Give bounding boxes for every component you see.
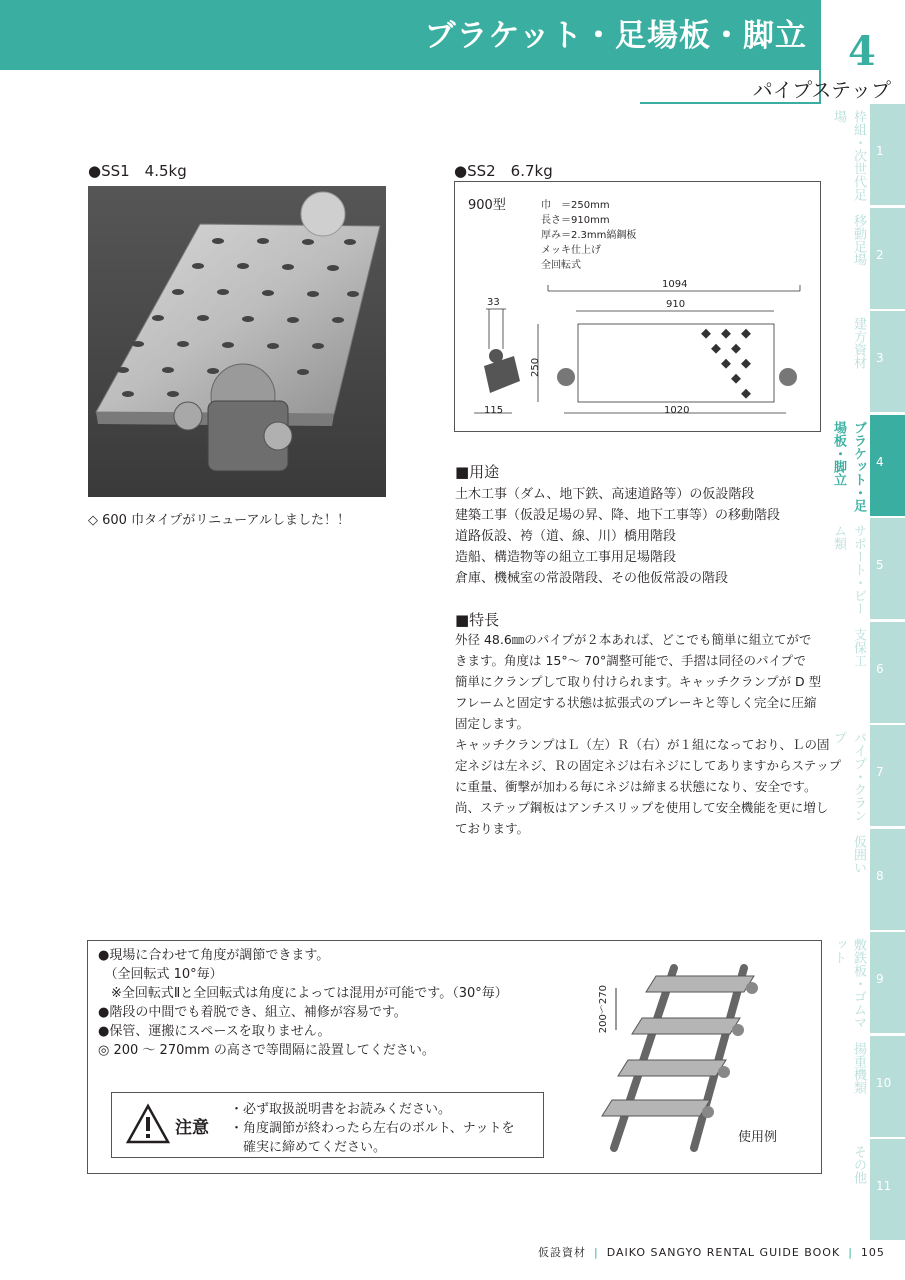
chapter-tab-5[interactable] bbox=[831, 518, 905, 619]
ss2-label: ●SS2 6.7kg bbox=[454, 162, 553, 180]
spec-line: メッキ仕上げ bbox=[541, 245, 601, 256]
footer-separator: | bbox=[848, 1246, 853, 1259]
usage-line: 土木工事（ダム、地下鉄、高速道路等）の仮設階段 bbox=[455, 487, 755, 502]
warning-icon bbox=[126, 1103, 170, 1145]
tab-label: 支保工 bbox=[851, 627, 866, 667]
tab-number: 6 bbox=[876, 661, 884, 676]
footer-left: 仮設資材 bbox=[538, 1246, 586, 1259]
chapter-tab-11[interactable] bbox=[840, 1139, 905, 1240]
dim-bottom: 1020 bbox=[664, 405, 690, 416]
usage-example-label: 使用例 bbox=[738, 1130, 778, 1145]
chapter-tab-10[interactable] bbox=[840, 1036, 905, 1137]
features-heading: ■特長 bbox=[455, 611, 500, 629]
ss2-holes bbox=[701, 329, 751, 399]
spec-line: 全回転式 bbox=[541, 260, 581, 271]
usage-line: 道路仮設、袴（道、線、川）橋用階段 bbox=[455, 529, 677, 544]
tab-number: 5 bbox=[876, 558, 884, 572]
usage-dim-label: 200〜270 bbox=[598, 985, 609, 1034]
tab-number: 9 bbox=[876, 972, 884, 986]
features-line: 固定します。 bbox=[455, 716, 530, 731]
chapter-tab-3[interactable] bbox=[840, 311, 905, 412]
dim-overall: 1094 bbox=[662, 279, 688, 290]
notes-list bbox=[98, 946, 508, 1060]
chapter-tab-4[interactable] bbox=[831, 415, 905, 516]
spec-line: 巾 ＝250mm bbox=[541, 200, 610, 211]
tab-label: ブラケット・足場板・脚立 bbox=[831, 420, 866, 512]
note-line: ◎ 200 ～ 270mm の高さで等間隔に設置してください。 bbox=[98, 1043, 435, 1058]
caution-label: 注意 bbox=[175, 1118, 209, 1138]
features-line: に重量、衝撃が加わる毎にネジは締まる状態になり、安全です。 bbox=[455, 779, 817, 794]
ss2-type: 900型 bbox=[468, 198, 506, 213]
features-line: 外径 48.6㎜のパイプが２本あれば、どこでも簡単に組立てがで bbox=[455, 632, 812, 647]
caution-text bbox=[230, 1100, 514, 1157]
tab-number: 11 bbox=[876, 1179, 892, 1193]
features-line: 簡単にクランプして取り付けられます。キャッチクランプが D 型 bbox=[455, 674, 822, 689]
ss1-note: ◇ 600 巾タイプがリニューアルしました！！ bbox=[88, 513, 350, 528]
tab-number: 1 bbox=[876, 144, 884, 158]
features-line: 定ネジは左ネジ、Ｒの固定ネジは右ネジにしてありますからステップ bbox=[455, 758, 842, 773]
tab-label: 仮囲い bbox=[851, 834, 866, 874]
tab-label: 移動足場 bbox=[851, 213, 866, 266]
dim-side: 33 bbox=[487, 297, 500, 308]
features-line: フレームと固定する状態は拡張式のブレーキと等しく完全に圧縮 bbox=[455, 695, 817, 710]
ss2-technical-drawing bbox=[454, 181, 820, 431]
tab-label: 枠組・次世代足場 bbox=[831, 110, 866, 201]
note-line: ●階段の中間でも着脱でき、組立、補修が容易です。 bbox=[98, 1005, 407, 1020]
tab-number: 2 bbox=[876, 247, 884, 262]
usage-list bbox=[455, 484, 780, 589]
ss2-clamps bbox=[557, 368, 797, 386]
side-view-clamp bbox=[484, 349, 520, 393]
page-title: ブラケット・足場板・脚立 bbox=[424, 18, 807, 54]
tab-number: 10 bbox=[876, 1075, 892, 1090]
features-text bbox=[455, 629, 841, 839]
spec-line: 長さ＝910mm bbox=[541, 215, 610, 226]
features-line: ております。 bbox=[455, 821, 530, 836]
note-line: ※全回転式Ⅱと全回転式は角度によっては混用が可能です。（30°毎） bbox=[98, 986, 508, 1001]
tab-number: 4 bbox=[876, 454, 884, 469]
note-line: ●現場に合わせて角度が調節できます。 bbox=[98, 948, 330, 963]
note-line: ●保管、運搬にスペースを取りません。 bbox=[98, 1024, 331, 1039]
usage-line: 建築工事（仮設足場の昇、降、地下工事等）の移動階段 bbox=[455, 508, 781, 523]
usage-line: 倉庫、機械室の常設階段、その他仮常設の階段 bbox=[455, 571, 729, 586]
ss1-label: ●SS1 4.5kg bbox=[88, 162, 187, 180]
chapter-tab-6[interactable] bbox=[840, 622, 905, 723]
page-subtitle: パイプステップ bbox=[752, 78, 891, 102]
tab-label: 敷鉄板・ゴムマット bbox=[831, 938, 866, 1029]
features-line: キャッチクランプはＬ（左）Ｒ（右）が１組になっており、Ｌの固 bbox=[455, 737, 830, 752]
caution-line: ・必ず取扱説明書をお読みください。 bbox=[230, 1102, 452, 1117]
ss1-photo bbox=[88, 186, 386, 497]
tab-label: サポート・ビーム類 bbox=[831, 524, 866, 615]
note-line: （全回転式 10°毎） bbox=[98, 967, 223, 982]
tab-number: 7 bbox=[876, 765, 884, 779]
features-line: きます。角度は 15°～ 70°調整可能で、手摺は同径のパイプで bbox=[455, 653, 807, 668]
chapter-tab-2[interactable] bbox=[840, 208, 905, 309]
chapter-tab-9[interactable] bbox=[831, 932, 905, 1033]
header-bar bbox=[0, 0, 821, 70]
tab-label: その他 bbox=[851, 1145, 866, 1184]
footer bbox=[538, 1244, 885, 1260]
tab-label: 揚重機類 bbox=[851, 1041, 866, 1094]
caution-line: ・角度調節が終わったら左右のボルト、ナットを bbox=[230, 1121, 515, 1136]
dim-inner: 910 bbox=[666, 299, 686, 310]
page-number: 105 bbox=[860, 1246, 885, 1259]
chapter-tab-1[interactable] bbox=[831, 104, 905, 205]
tab-label: パイプ・クランプ bbox=[831, 731, 866, 822]
usage-line: 造船、構造物等の組立工事用足場階段 bbox=[455, 550, 677, 565]
tab-number: 8 bbox=[876, 868, 884, 883]
chapter-number: 4 bbox=[848, 28, 876, 75]
ss1-step-illustration bbox=[88, 186, 386, 497]
footer-separator: | bbox=[594, 1246, 599, 1259]
tab-label: 建方資材 bbox=[851, 317, 866, 369]
chapter-tab-7[interactable] bbox=[831, 725, 905, 826]
footer-book: DAIKO SANGYO RENTAL GUIDE BOOK bbox=[606, 1246, 841, 1259]
tab-number: 3 bbox=[876, 351, 884, 365]
chapter-tab-8[interactable] bbox=[840, 829, 905, 930]
subtitle-underline bbox=[640, 102, 821, 104]
features-line: 尚、ステップ鋼板はアンチスリップを使用して安全機能を更に増し bbox=[455, 800, 829, 815]
usage-heading: ■用途 bbox=[455, 463, 500, 481]
caution-line: 確実に締めてください。 bbox=[230, 1140, 387, 1155]
spec-line: 厚み＝2.3mm縞鋼板 bbox=[541, 230, 637, 241]
dim-bottom-left: 115 bbox=[484, 405, 504, 416]
dim-height: 250 bbox=[530, 357, 541, 377]
